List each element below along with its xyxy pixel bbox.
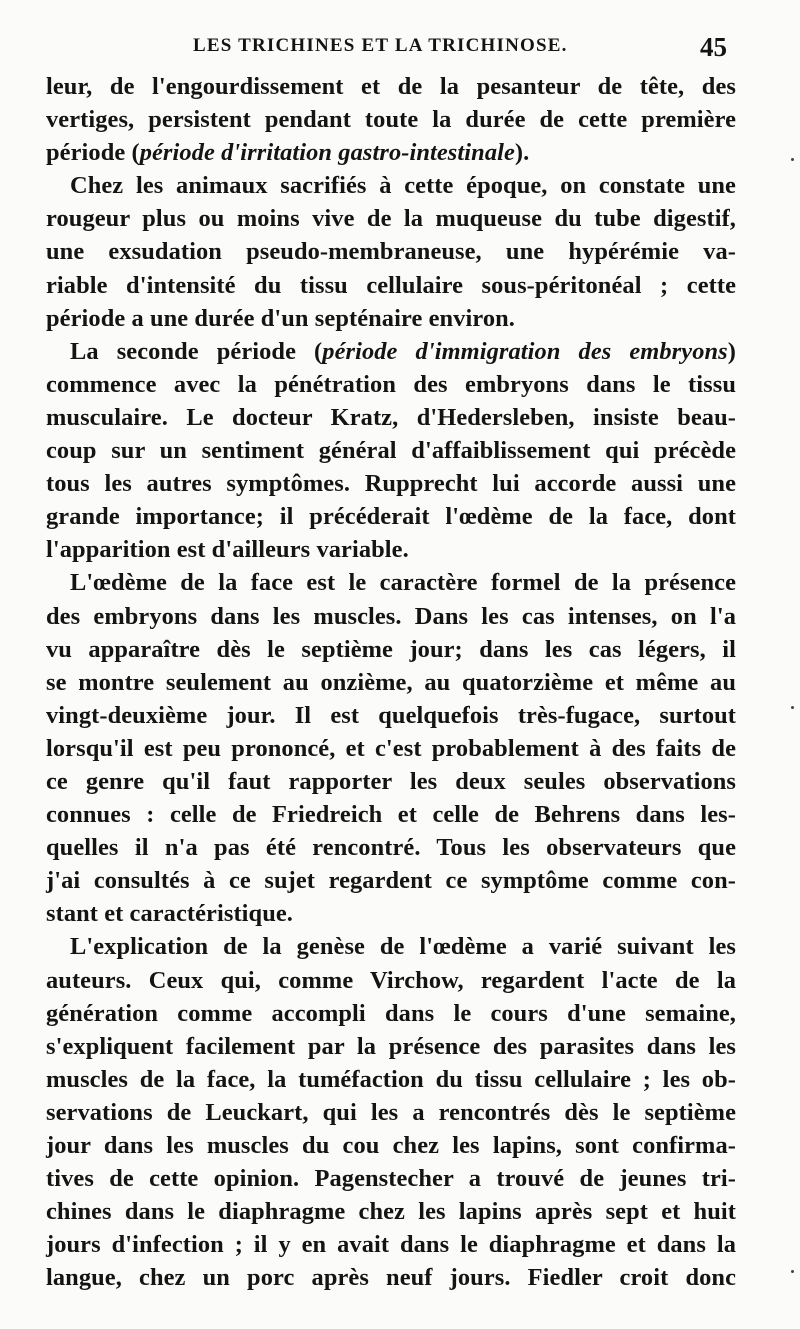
paragraph-first-line: La seconde période (période d'immigration des embryons): [70, 337, 736, 365]
text-line: j'ai consultés à ce sujet regardent ce symptôme comme con-: [46, 867, 736, 895]
text-line: se montre seulement au onzième, au quatorzième et même au: [46, 668, 736, 696]
text-line: musculaire. Le docteur Kratz, d'Hedersleben, insiste beau-: [46, 403, 736, 431]
text-line: vu apparaître dès le septième jour; dans les cas légers, il: [46, 635, 736, 663]
text-line: lorsqu'il est peu prononcé, et c'est probablement à des faits de: [46, 734, 736, 762]
text-line: période (période d'irritation gastro-intestinale).: [46, 139, 530, 167]
text-line: riable d'intensité du tissu cellulaire sous-péritonéal ; cette: [46, 271, 736, 299]
text-line: génération comme accompli dans le cours d'une semaine,: [46, 999, 736, 1027]
text-line: tous les autres symptômes. Rupprecht lui accorde aussi une: [46, 470, 736, 498]
text-line: période a une durée d'un septénaire environ.: [46, 304, 515, 332]
text-line: ce genre qu'il faut rapporter les deux seules observations: [46, 767, 736, 795]
text-line: commence avec la pénétration des embryons dans le tissu: [46, 370, 736, 398]
text-line: stant et caractéristique.: [46, 900, 294, 928]
text-line: vingt-deuxième jour. Il est quelquefois très-fugace, surtout: [46, 701, 736, 729]
text-line: jour dans les muscles du cou chez les lapins, sont confirma-: [46, 1132, 736, 1159]
running-head: [0, 32, 800, 62]
text-line: quelles il n'a pas été rencontré. Tous les observateurs que: [46, 834, 736, 862]
print-speck: [791, 1270, 794, 1273]
print-speck: [791, 706, 794, 709]
text-line: une exsudation pseudo-membraneuse, une hypérémie va-: [46, 238, 736, 266]
text-line: muscles de la face, la tuméfaction du tissu cellulaire ; les ob-: [46, 1065, 736, 1093]
page-number: 45: [700, 32, 727, 62]
running-title: LES TRICHINES ET LA TRICHINOSE.: [193, 35, 568, 56]
text-line: chines dans le diaphragme chez les lapins après sept et huit: [46, 1198, 736, 1226]
print-speck: [791, 158, 794, 161]
text-line: l'apparition est d'ailleurs variable.: [46, 536, 409, 564]
text-line: grande importance; il précéderait l'œdème de la face, dont: [46, 503, 736, 531]
text-line: vertiges, persistent pendant toute la durée de cette première: [46, 106, 736, 134]
body-text: [46, 70, 736, 1294]
text-line: langue, chez un porc après neuf jours. Fiedler croit donc: [46, 1264, 736, 1292]
paragraph-first-line: L'explication de la genèse de l'œdème a varié suivant les: [70, 933, 736, 961]
text-line: rougeur plus ou moins vive de la muqueuse du tube digestif,: [46, 205, 736, 233]
paragraph-first-line: L'œdème de la face est le caractère formel de la présence: [70, 569, 736, 597]
text-line: coup sur un sentiment général d'affaiblissement qui précède: [46, 437, 736, 465]
text-line: jours d'infection ; il y en avait dans le diaphragme et dans la: [46, 1231, 736, 1259]
text-line: leur, de l'engourdissement et de la pesanteur de tête, des: [46, 73, 736, 100]
text-line: servations de Leuckart, qui les a rencontrés dès le septième: [46, 1098, 736, 1126]
paragraph-first-line: Chez les animaux sacrifiés à cette époque, on constate une: [70, 172, 736, 200]
text-line: tives de cette opinion. Pagenstecher a trouvé de jeunes tri-: [46, 1165, 736, 1193]
text-line: auteurs. Ceux qui, comme Virchow, regardent l'acte de la: [46, 966, 736, 994]
text-line: des embryons dans les muscles. Dans les cas intenses, on l'a: [46, 602, 736, 630]
text-line: s'expliquent facilement par la présence des parasites dans les: [46, 1032, 736, 1060]
text-line: connues : celle de Friedreich et celle de Behrens dans les-: [46, 801, 736, 829]
